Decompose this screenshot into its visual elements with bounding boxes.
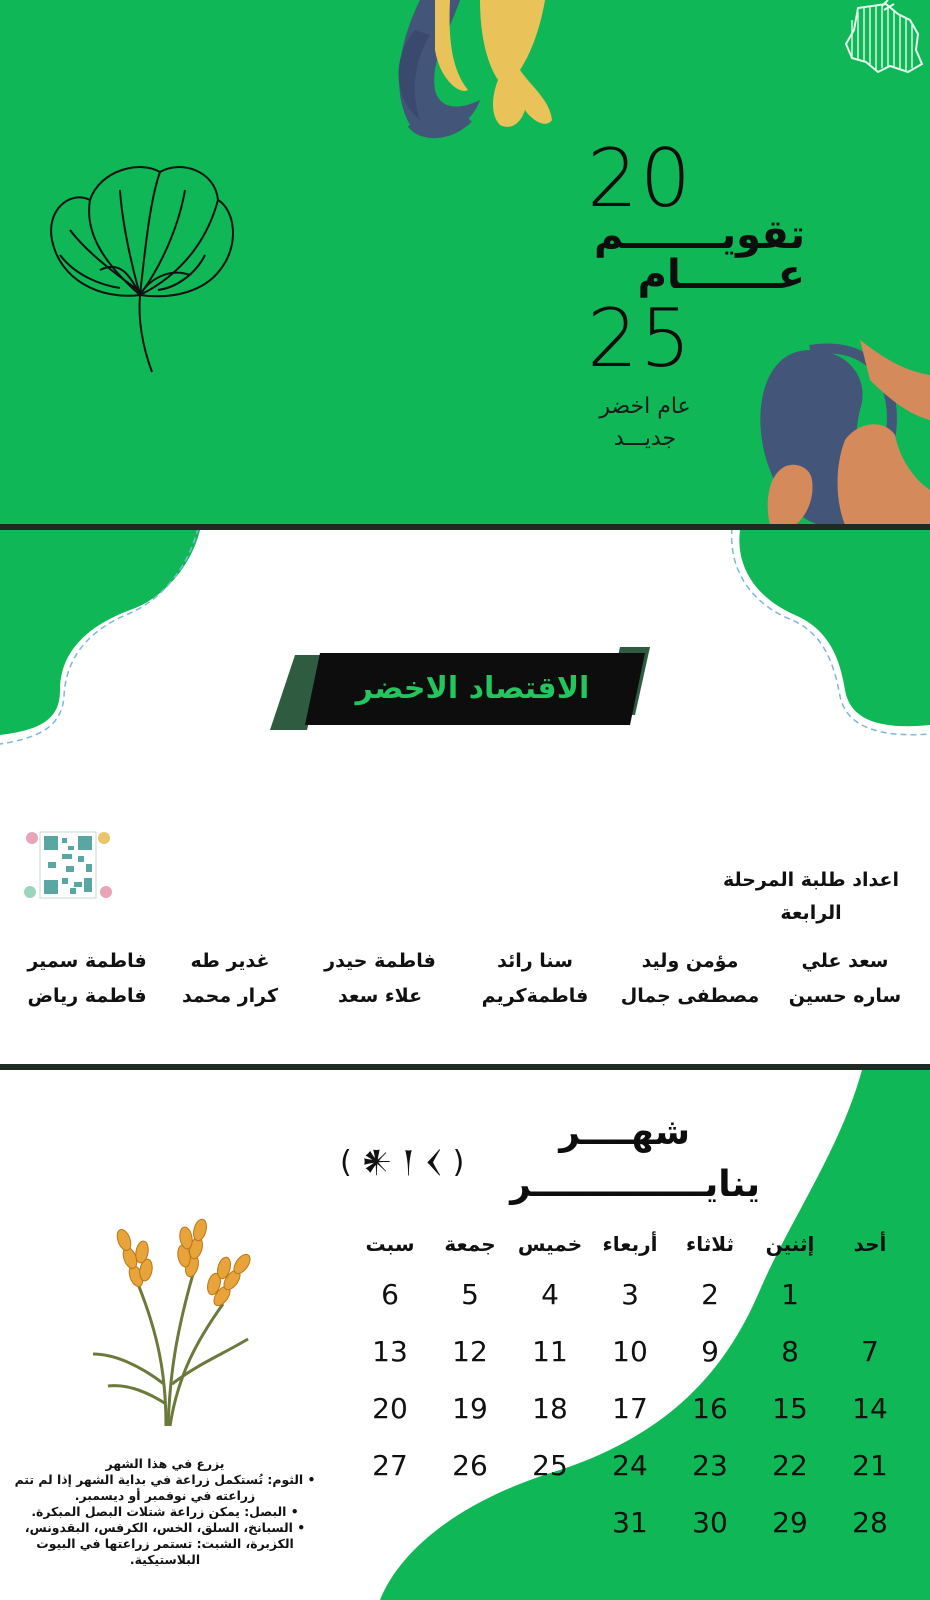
day-cell: 29	[772, 1506, 808, 1539]
title-word2: عـــــــام	[637, 252, 805, 298]
day-cell: 26	[452, 1449, 488, 1482]
day-cell: 12	[452, 1335, 488, 1368]
leaf-hand-decoration-icon	[380, 0, 580, 145]
day-cell: 18	[532, 1392, 568, 1425]
weekday-label: أربعاء	[602, 1232, 658, 1256]
day-cell: 5	[461, 1278, 479, 1311]
year-bottom: 25	[587, 292, 693, 385]
notes-line2: • البصل: يمكن زراعة شتلات البصل المبكرة.	[31, 1504, 299, 1519]
day-cell: 16	[692, 1392, 728, 1425]
student-name: كرار محمد	[181, 985, 279, 1007]
day-cell: 30	[692, 1506, 728, 1539]
weekday-label: سبت	[365, 1232, 415, 1256]
weekday-label: إثنين	[765, 1232, 815, 1256]
day-cell: 19	[452, 1392, 488, 1425]
notes-heading: يزرع في هذا الشهر	[105, 1456, 225, 1471]
day-cell: 28	[852, 1506, 888, 1539]
student-name: ساره حسين	[788, 985, 902, 1007]
day-cell: 31	[612, 1506, 648, 1539]
day-cell: 21	[852, 1449, 888, 1482]
day-cell: 22	[772, 1449, 808, 1482]
month-label: شهــــر	[559, 1112, 690, 1153]
day-cell: 20	[372, 1392, 408, 1425]
notes-line3: • السبانخ، السلق، الخس، الكرفس، البقدونس، الكزبرة، الشبت: تستمر زراعتها في البيوت البلاستيكية.	[24, 1520, 306, 1567]
weekday-label: خميس	[517, 1232, 583, 1256]
banner-title: الاقتصاد الاخضر	[355, 671, 590, 706]
leaf-hand-bottom-decoration-icon	[750, 340, 930, 526]
day-cell: 27	[372, 1449, 408, 1482]
day-cell: 2	[701, 1278, 719, 1311]
student-name: فاطمة حيدر	[324, 950, 436, 972]
notes-line1: • الثوم: تُستكمل زراعة في بداية الشهر إذا لم تتم زراعته في نوفمبر أو ديسمبر.	[14, 1472, 316, 1503]
qr-code-icon	[22, 826, 114, 906]
student-name: فاطمة رياض	[27, 985, 147, 1007]
day-cell: 13	[372, 1335, 408, 1368]
day-cell: 7	[861, 1335, 879, 1368]
weekday-label: ثلاثاء	[686, 1232, 734, 1256]
student-name: سنا رائد	[497, 950, 573, 972]
tagline-line1: عام اخضر	[599, 394, 691, 419]
student-name: فاطمة سمير	[27, 950, 147, 972]
student-name: مؤمن وليد	[641, 950, 739, 972]
planting-notes	[6, 1456, 324, 1568]
day-cell: 25	[532, 1449, 568, 1482]
wheat-icon	[88, 1214, 263, 1429]
tagline-line2: جديـــد	[613, 426, 677, 451]
weekday-label: جمعة	[444, 1232, 496, 1256]
day-cell: 23	[692, 1449, 728, 1482]
banner	[300, 653, 645, 725]
day-cell: 6	[381, 1278, 399, 1311]
day-cell: 10	[612, 1335, 648, 1368]
student-name: مصطفى جمال	[620, 985, 760, 1007]
day-cell: 14	[852, 1392, 888, 1425]
student-name: فاطمةكريم	[481, 985, 589, 1007]
year-top: 20	[587, 132, 693, 225]
student-name: غدير طه	[190, 950, 270, 972]
iraq-map-icon	[838, 0, 928, 78]
day-cell: 4	[541, 1278, 559, 1311]
flower-sketch-icon	[40, 160, 240, 375]
day-cell: 24	[612, 1449, 648, 1482]
student-name: علاء سعد	[337, 985, 423, 1007]
prepared-by-label: اعداد طلبة المرحلة الرابعة	[722, 869, 900, 924]
weekday-label: أحد	[853, 1232, 887, 1256]
day-cell: 15	[772, 1392, 808, 1425]
day-cell: 11	[532, 1335, 568, 1368]
day-cell: 3	[621, 1278, 639, 1311]
day-cell: 17	[612, 1392, 648, 1425]
day-cell: 8	[781, 1335, 799, 1368]
day-cell: 9	[701, 1335, 719, 1368]
cuneiform-glyphs: ( 𒀭 𒁹 𒌋 )	[340, 1145, 465, 1180]
cover-section	[0, 0, 930, 526]
student-name: سعد علي	[801, 950, 889, 972]
month-name: ينايــــــــــــــر	[510, 1164, 760, 1205]
day-cell: 1	[781, 1278, 799, 1311]
title-word1: تقويـــــــم	[594, 212, 805, 258]
